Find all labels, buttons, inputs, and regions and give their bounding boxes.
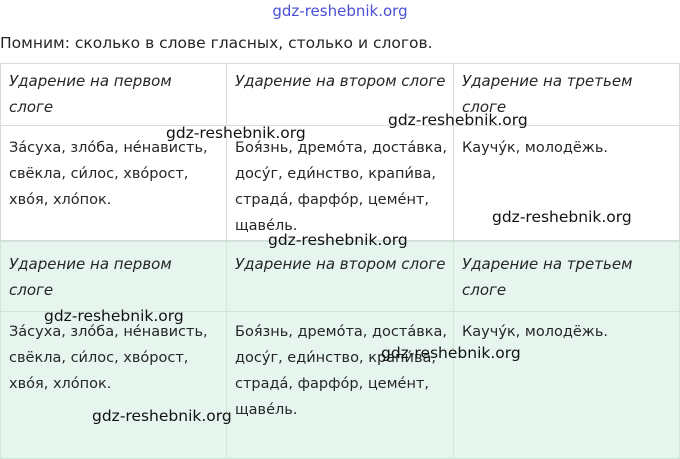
intro-text: Помним: сколько в слове гласных, столько и слогов. (0, 34, 433, 52)
header-first-syllable: Ударение на первом слоге (1, 64, 227, 126)
watermark-text: gdz-reshebnik.org (492, 208, 632, 226)
stress-table-green (0, 241, 680, 459)
cell-third-syllable-words: Каучу́к, молодёжь. (454, 312, 680, 459)
header-second-syllable: Ударение на втором слоге (227, 242, 454, 312)
table-header-row (1, 64, 680, 126)
header-third-syllable: Ударение на третьем слоге (454, 242, 680, 312)
header-second-syllable: Ударение на втором слоге (227, 64, 454, 126)
watermark-text: gdz-reshebnik.org (381, 344, 521, 362)
watermark-text: gdz-reshebnik.org (44, 307, 184, 325)
watermark-text: gdz-reshebnik.org (388, 111, 528, 129)
table-row (1, 312, 680, 459)
cell-first-syllable-words: За́суха, зло́ба, не́нависть, свёкла, си́лос, хво́рост, хво́я, хло́пок. (1, 312, 227, 459)
site-header-link[interactable]: gdz-reshebnik.org (272, 2, 408, 20)
table-header-row (1, 242, 680, 312)
watermark-text: gdz-reshebnik.org (92, 407, 232, 425)
watermark-text: gdz-reshebnik.org (166, 124, 306, 142)
watermark-text: gdz-reshebnik.org (268, 231, 408, 249)
cell-second-syllable-words: Боя́знь, дремо́та, доста́вка, досу́г, еди́нство, крапи́ва, страда́, фарфо́р, цеме́нт, щаве́ль. (227, 126, 454, 241)
cell-first-syllable-words: За́суха, зло́ба, не́нависть, свёкла, си́лос, хво́рост, хво́я, хло́пок. (1, 126, 227, 241)
header-third-syllable: Ударение на третьем слоге (454, 64, 680, 126)
header-first-syllable: Ударение на первом слоге (1, 242, 227, 312)
cell-third-syllable-words: Каучу́к, молодёжь. (454, 126, 680, 241)
cell-second-syllable-words: Боя́знь, дремо́та, доста́вка, досу́г, еди́нство, крапи́ва, страда́, фарфо́р, цеме́нт, щаве́ль. (227, 312, 454, 459)
